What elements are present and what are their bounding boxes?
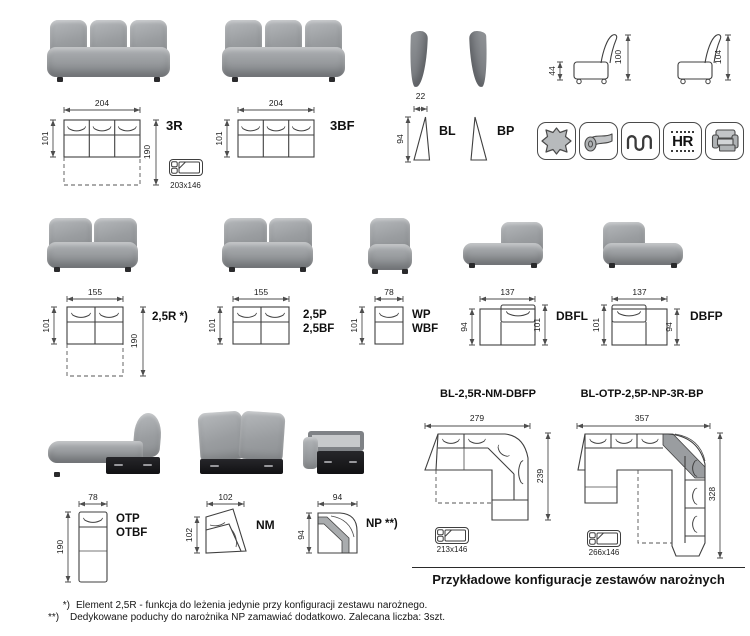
sofa-foot [609, 263, 615, 268]
feature-icons [537, 122, 744, 160]
config-2 [572, 386, 750, 564]
dim-depth: 94 [296, 530, 306, 540]
dim-arm-height: 94 [395, 134, 405, 144]
dim-width: 204 [94, 98, 110, 108]
dim-depth: 102 [184, 527, 194, 543]
hr-foam-icon [663, 122, 702, 160]
sofa-foot [372, 269, 378, 274]
bed-size-icon [170, 160, 203, 176]
dim-height-right: 101 [532, 317, 542, 333]
element-label: WBF [412, 323, 439, 335]
bed-size-icon [588, 531, 621, 547]
element-label: OTBF [116, 527, 148, 539]
config-2-title: BL-OTP-2,5P-NP-3R-BP [580, 388, 704, 400]
sofa-3seat-photo [222, 20, 345, 82]
shelf-band [318, 517, 349, 553]
dim-ext: 190 [129, 333, 139, 349]
side-cushion [303, 437, 318, 469]
handle [210, 465, 219, 467]
element-label: WP [412, 309, 431, 321]
drawing-25r [38, 283, 190, 385]
seat-base [463, 243, 543, 265]
sofa-foot [54, 472, 60, 477]
sofa-foot [300, 267, 306, 272]
armrest-left-label: BL [439, 124, 456, 138]
config-1 [412, 386, 564, 562]
corner-shelf-band [663, 434, 705, 478]
chaise-otp-photo [48, 413, 163, 477]
footnote-2-text: Dedykowane poduchy do narożnika NP zamawiać dodatkowo. Zalecana liczba: 3szt. [70, 612, 446, 623]
sofa-foot [154, 77, 160, 82]
storage-box [317, 451, 364, 474]
sofa-foot [54, 267, 60, 272]
drawing-3r [42, 97, 208, 193]
dim-width: 279 [469, 413, 485, 423]
sofa-foot [125, 267, 131, 272]
element-label: 3R [166, 118, 183, 133]
footnote-1 [48, 600, 427, 611]
dim-back-height: 104 [713, 49, 723, 65]
leather-icon-svg [541, 127, 572, 155]
drawing-dbfl [455, 283, 592, 385]
seat-base [222, 242, 313, 268]
drawing-armrests [395, 88, 530, 176]
drawing-25p [205, 283, 347, 385]
dim-width: 78 [384, 287, 394, 297]
springs-icon [621, 122, 660, 160]
element-label: DBFP [690, 309, 723, 323]
dim-height-left: 94 [459, 322, 469, 332]
dim-depth: 101 [349, 318, 359, 333]
element-label: 3BF [330, 118, 355, 133]
element-label: NM [256, 518, 275, 532]
footnote-1-marker: *) [62, 600, 70, 611]
config-1-title: BL-2,5R-NM-DBFP [440, 388, 536, 400]
seat-base [47, 47, 170, 77]
dim-width: 102 [218, 492, 233, 502]
drawing-25r-svg [38, 283, 190, 385]
drawing-np-svg [278, 489, 403, 604]
dim-width: 204 [268, 98, 284, 108]
sofa-foot [671, 263, 677, 268]
dim-width: 78 [88, 492, 98, 502]
drawing-3bf-svg [216, 97, 366, 193]
sleep-function-icon-svg [709, 127, 741, 155]
fabric-roll-icon [579, 122, 618, 160]
dbfl-photo [463, 222, 543, 268]
dim-back-height: 100 [613, 49, 623, 65]
element-label: 2,5BF [303, 323, 335, 335]
dim-width: 155 [87, 287, 103, 297]
back-cushion [238, 411, 285, 462]
dim-width: 357 [634, 413, 650, 423]
corner-nm-photo [195, 410, 288, 477]
bed-size: 266x146 [588, 548, 620, 557]
drawing-otp [50, 489, 160, 604]
sofa-25seat-photo [47, 218, 138, 272]
bed-size: 203x146 [170, 181, 201, 190]
armrest-right-photo [469, 31, 488, 88]
drawing-wp [348, 283, 448, 385]
handle [264, 465, 273, 467]
back-cushion [197, 411, 244, 462]
bed-size: 213x146 [436, 545, 468, 554]
sofa-foot [402, 269, 408, 274]
dim-height: 328 [707, 486, 717, 502]
sofa-foot [329, 77, 335, 82]
sofa-3seat-photo [47, 20, 170, 82]
seat-base [368, 244, 412, 270]
handle [349, 461, 357, 463]
dbfp-photo [603, 222, 683, 268]
caption-rule [412, 567, 745, 568]
side-view-2-svg [652, 30, 748, 90]
sofa-25seat-photo [222, 218, 313, 272]
caption: Przykładowe konfiguracje zestawów narożnych [432, 572, 725, 587]
drawing-3r-svg [42, 97, 208, 193]
chair-wp-photo [368, 218, 412, 274]
dim-width: 94 [332, 492, 343, 502]
dim-height-right: 94 [664, 322, 674, 332]
config-1-svg [412, 386, 564, 562]
handle [143, 464, 152, 466]
drawing-dbfl-svg [455, 283, 592, 385]
storage-box [200, 459, 283, 474]
sofa-foot [57, 77, 63, 82]
dim-seat-height: 44 [547, 66, 557, 76]
sofa-foot [229, 267, 235, 272]
handle [324, 461, 332, 463]
seat-base [222, 47, 345, 77]
dim-height: 239 [535, 468, 545, 484]
side-view-1 [548, 30, 640, 90]
storage-box [106, 457, 160, 474]
seat-base [603, 243, 683, 265]
armrest-right-label: BP [497, 124, 515, 138]
side-view-2 [652, 30, 748, 90]
element-label: 2,5P [303, 309, 327, 321]
seat-base [47, 242, 138, 268]
drawing-dbfp-svg [592, 283, 744, 385]
dim-height-left: 101 [591, 317, 601, 333]
dim-width: 137 [632, 287, 647, 297]
sofa-foot [531, 263, 537, 268]
element-label: OTP [116, 513, 140, 525]
dim-width: 137 [500, 287, 515, 297]
bed-size-icon [436, 528, 469, 544]
dim-length: 190 [55, 539, 65, 555]
handle [114, 464, 123, 466]
dim-width: 155 [253, 287, 269, 297]
springs-icon-svg [625, 129, 656, 153]
side-view-1-svg [548, 30, 640, 90]
config-2-svg [572, 386, 750, 564]
dim-depth: 101 [207, 318, 217, 333]
dim-ext: 190 [142, 144, 152, 160]
dim-depth: 101 [40, 131, 50, 146]
element-label: DBFL [556, 309, 588, 323]
element-label: 2,5R *) [152, 311, 188, 323]
drawing-3bf [216, 97, 366, 193]
fabric-roll-icon-svg [583, 128, 614, 154]
hr-foam-label: HR [672, 132, 693, 150]
element-label: NP **) [366, 518, 398, 530]
sleep-function-icon [705, 122, 744, 160]
drawing-np [278, 489, 403, 604]
sofa-foot [232, 77, 238, 82]
dim-arm-width: 22 [415, 91, 426, 101]
sofa-foot [469, 263, 475, 268]
dim-depth: 101 [214, 131, 224, 146]
drawing-dbfp [592, 283, 744, 385]
leather-icon [537, 122, 576, 160]
footnote-2-marker: **) [48, 612, 60, 623]
corner-np-photo [303, 431, 366, 477]
dim-depth: 101 [41, 318, 51, 333]
footnote-2 [48, 612, 445, 623]
armrest-left-photo [409, 31, 428, 88]
footnote-1-text: Element 2,5R - funkcja do leżenia jedynie przy konfiguracji zestawu narożnego. [76, 600, 428, 611]
drawing-otp-svg [50, 489, 160, 604]
